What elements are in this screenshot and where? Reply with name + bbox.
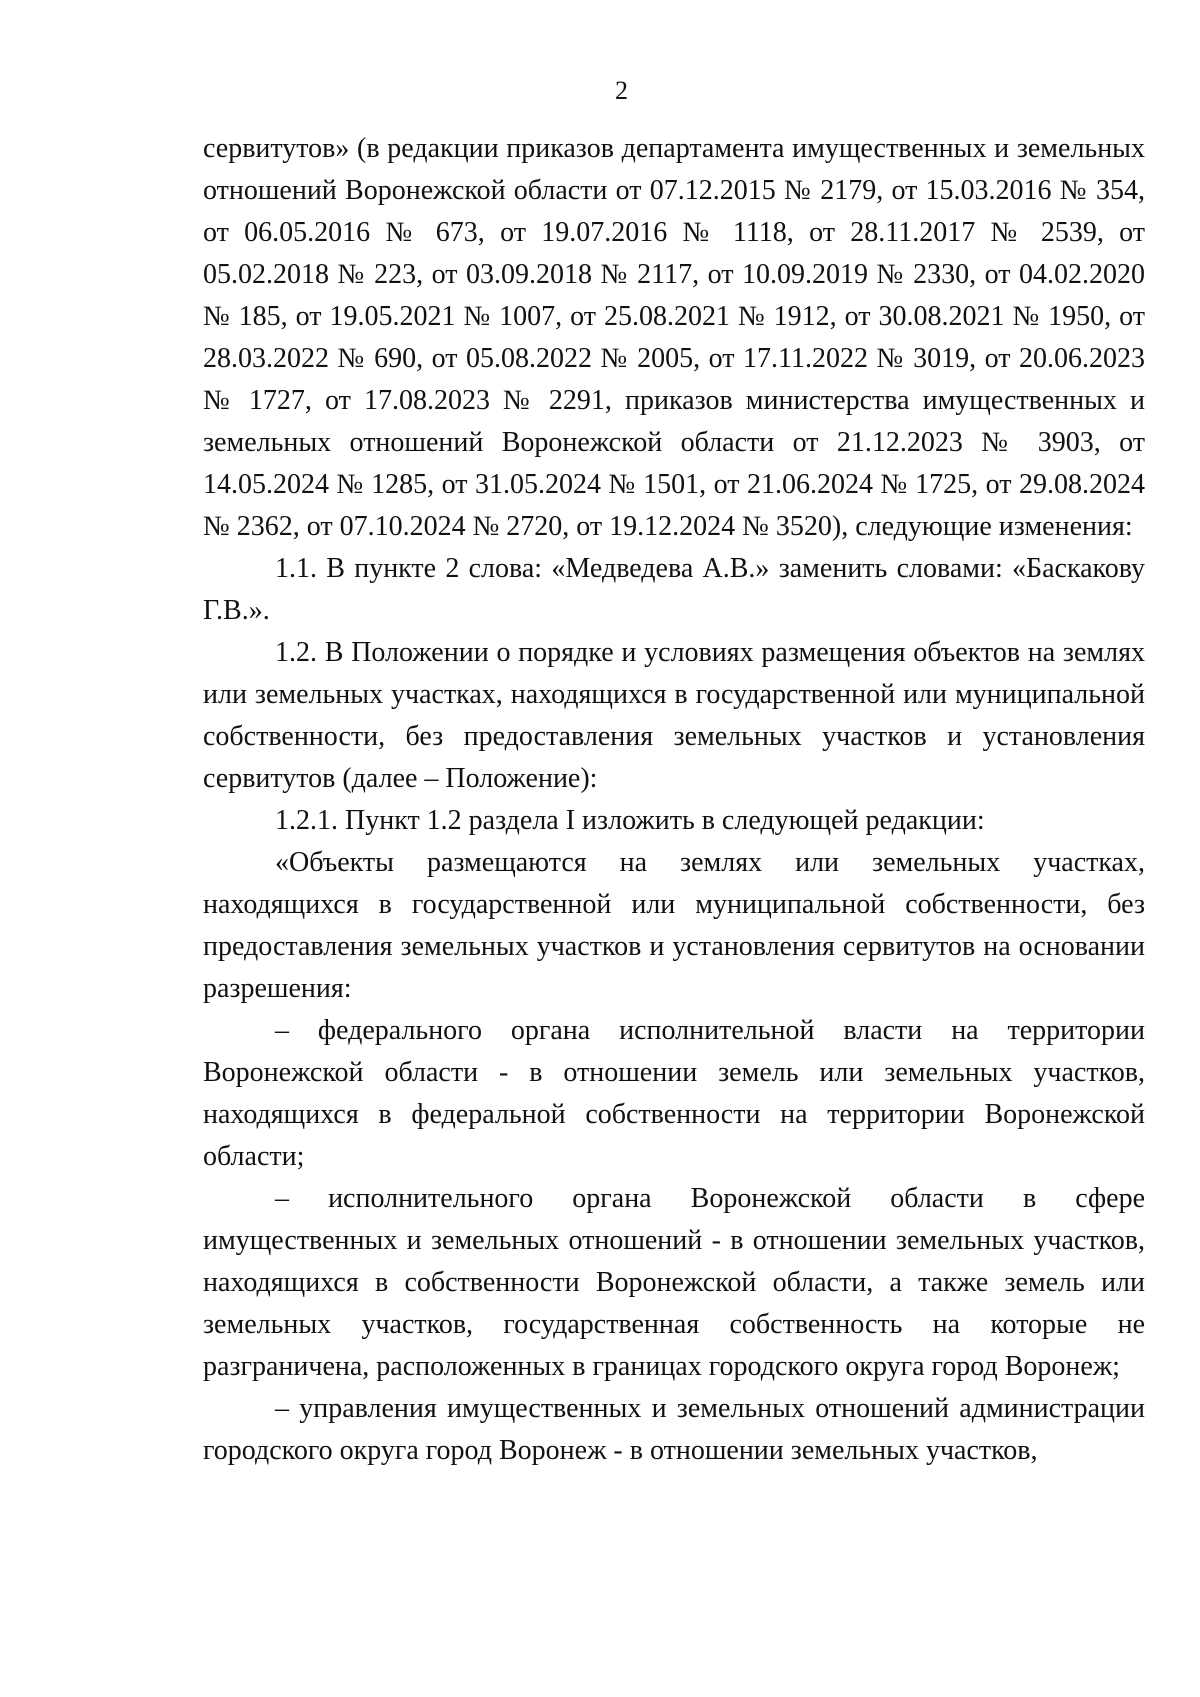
paragraph-item-1-2-1: 1.2.1. Пункт 1.2 раздела I изложить в следующей редакции:: [275, 805, 985, 836]
paragraph-quote-objects: «Объекты размещаются на землях или земельных участках, находящихся в государственной или муниципальной собственности, без предоставления земельных участков и установления сервитутов на основании разрешения:: [203, 847, 1145, 1004]
page-number: 2: [615, 76, 628, 105]
paragraph-dash-regional: – исполнительного органа Воронежской области в сфере имущественных и земельных отношений - в отношении земельных участков, находящихся в собственности Воронежской области, а также земель или земельных участков, государственная собственность на которые не разграничена, расположенных в границах городского округа город Воронеж;: [203, 1183, 1145, 1382]
paragraph-item-1-1: 1.1. В пункте 2 слова: «Медведева А.В.» заменить словами: «Баскакову Г.В.».: [203, 553, 1145, 626]
paragraph-amendments-list: сервитутов» (в редакции приказов департамента имущественных и земельных отношений Воронежской области от 07.12.2015 № 2179, от 15.03.2016 № 354, от 06.05.2016 № 673, от 19.07.2016 № 1118, от 28.11.2017 № 2539, от 05.02.2018 № 223, от 03.09.2018 № 2117, от 10.09.2019 № 2330, от 04.02.2020 № 185, от 19.05.2021 № 1007, от 25.08.2021 № 1912, от 30.08.2021 № 1950, от 28.03.2022 № 690, от 05.08.2022 № 2005, от 17.11.2022 № 3019, от 20.06.2023 № 1727, от 17.08.2023 № 2291, приказов министерства имущественных и земельных отношений Воронежской области от 21.12.2023 № 3903, от 14.05.2024 № 1285, от 31.05.2024 № 1501, от 21.06.2024 № 1725, от 29.08.2024 № 2362, от 07.10.2024 № 2720, от 19.12.2024 № 3520), следующие изменения:: [203, 133, 1145, 542]
paragraph-item-1-2: 1.2. В Положении о порядке и условиях размещения объектов на землях или земельных участках, находящихся в государственной или муниципальной собственности, без предоставления земельных участков и установления сервитутов (далее – Положение):: [203, 637, 1145, 794]
paragraph-dash-federal: – федерального органа исполнительной власти на территории Воронежской области - в отношении земель или земельных участков, находящихся в федеральной собственности на территории Воронежской области;: [203, 1015, 1145, 1172]
document-body: [203, 128, 1145, 1472]
paragraph-dash-municipal: – управления имущественных и земельных отношений администрации городского округа город Воронеж - в отношении земельных участков,: [203, 1393, 1145, 1466]
